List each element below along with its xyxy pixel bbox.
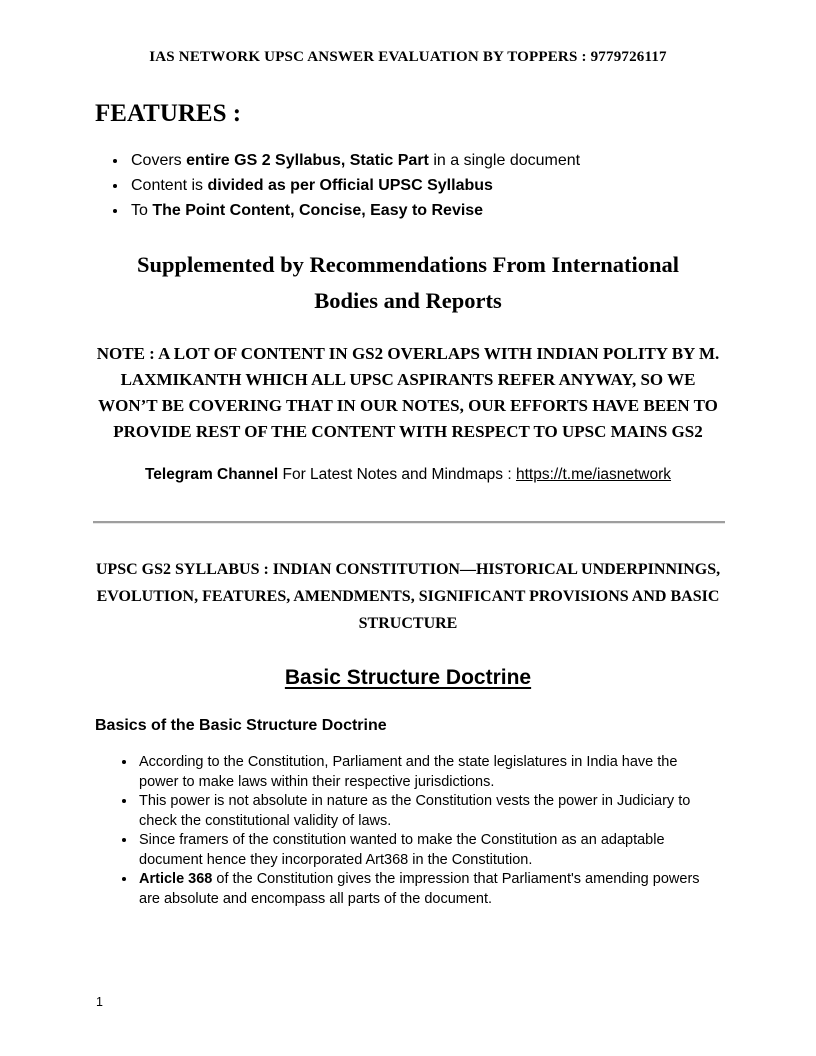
list-item [137,753,717,792]
feature-text-bold: The Point Content, Concise, Easy to Revise [152,202,484,219]
section-divider [93,521,725,524]
list-item [128,173,721,198]
page-number: 1 [96,995,103,1009]
section-title-text: Basic Structure Doctrine [284,666,532,689]
feature-text: Content is [131,177,208,194]
section-subtitle: Basics of the Basic Structure Doctrine [95,717,387,734]
document-header: IAS NETWORK UPSC ANSWER EVALUATION BY TOPPERS : 9779726117 [149,49,667,65]
bullet-text: This power is not absolute in nature as the Constitution vests the power in Judiciary to check the constitutional validity of laws. [139,793,691,829]
bullet-text-bold: Article 368 [139,871,213,887]
syllabus-heading: UPSC GS2 SYLLABUS : INDIAN CONSTITUTION—HISTORICAL UNDERPINNINGS, EVOLUTION, FEATURES, AMENDMENTS, SIGNIFICANT PROVISIONS AND BASIC STRUCTURE [95,561,721,632]
feature-text: Covers [131,152,187,169]
features-list [95,148,721,223]
supplement-heading: Supplemented by Recommendations From International Bodies and Reports [136,252,680,313]
features-heading: FEATURES : [95,100,242,127]
feature-text-bold: entire GS 2 Syllabus, Static Part [186,152,429,169]
bullet-text: According to the Constitution, Parliament and the state legislatures in India have the power to make laws within their respective jurisdictions. [139,754,678,790]
list-item [137,870,717,909]
telegram-line [95,465,721,485]
list-item [128,148,721,173]
telegram-channel-label: Telegram Channel [144,466,279,483]
bullet-text: Since framers of the constitution wanted to make the Constitution as an adaptable document hence they incorporated Art368 in the Constitution. [139,832,665,868]
bullet-text: of the Constitution gives the impression that Parliament's amending powers are absolute and encompass all parts of the document. [139,871,700,907]
telegram-line-text: For Latest Notes and Mindmaps : [278,466,516,483]
section-bullet-list [95,753,721,909]
list-item [137,792,717,831]
section-title [95,665,721,691]
list-item [137,831,717,870]
note-paragraph: NOTE : A LOT OF CONTENT IN GS2 OVERLAPS WITH INDIAN POLITY BY M. LAXMIKANTH WHICH ALL UPSC ASPIRANTS REFER ANYWAY, SO WE WON’T BE COVERING THAT IN OUR NOTES, OUR EFFORTS HAVE BEEN TO PROVIDE REST OF THE CONTENT WITH RESPECT TO UPSC MAINS GS2 [96,344,720,441]
list-item [128,198,721,223]
feature-text: in a single document [428,152,581,169]
telegram-link[interactable]: https://t.me/iasnetwork [515,466,672,483]
feature-text: To [131,202,153,219]
feature-text-bold: divided as per Official UPSC Syllabus [207,177,493,194]
